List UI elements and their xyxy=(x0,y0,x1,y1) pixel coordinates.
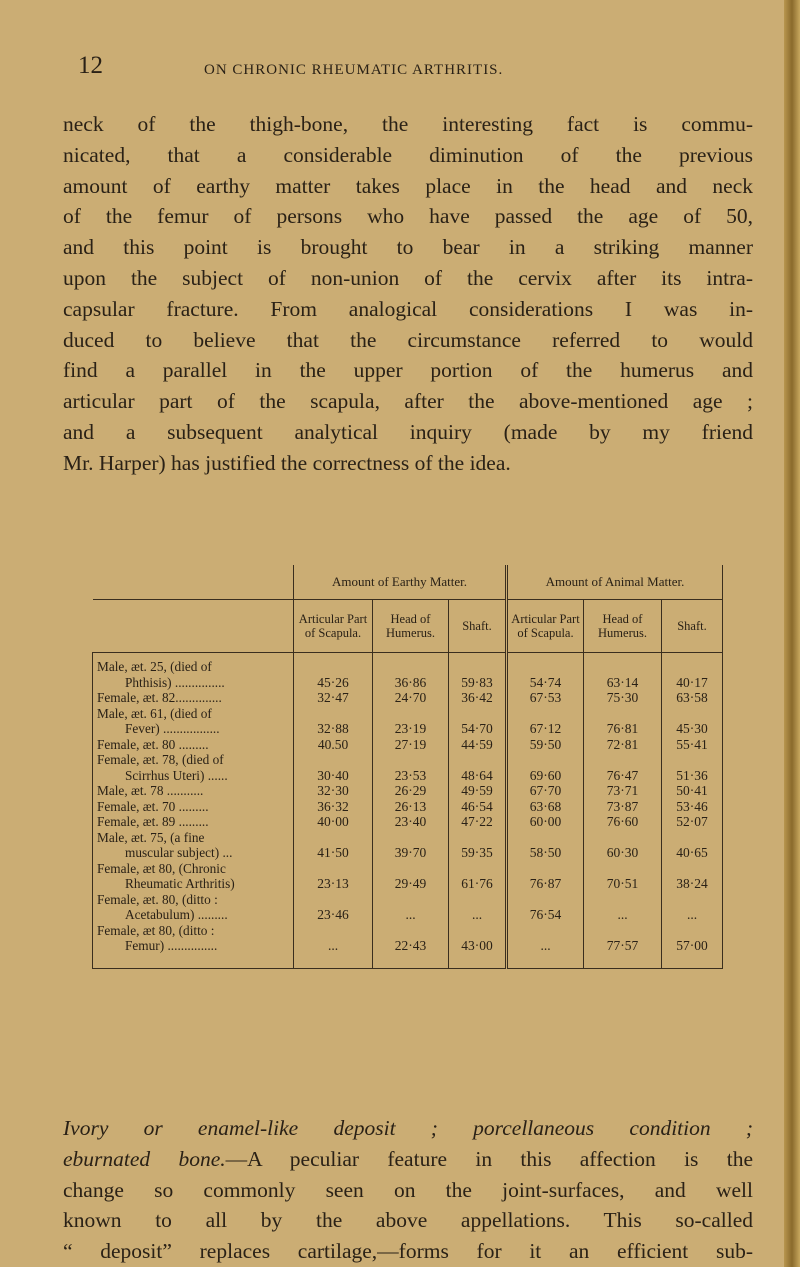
table-cell: 76·60 xyxy=(584,814,662,830)
table-row xyxy=(93,861,723,892)
table-cell: 54·74 xyxy=(507,653,584,691)
row-label xyxy=(93,861,294,892)
table-cell: 40·65 xyxy=(662,830,723,861)
table-row xyxy=(93,923,723,969)
row-label-line: Male, æt. 75, (a fine xyxy=(97,829,205,845)
table-cell: 23·40 xyxy=(373,814,449,830)
table-cell: 61·76 xyxy=(449,861,507,892)
table-cell: 63·58 xyxy=(662,690,723,706)
row-label-line: Female, æt. 78, (died of xyxy=(97,752,224,767)
row-label xyxy=(93,892,294,923)
table-cell: ... xyxy=(373,892,449,923)
table-cell: ... xyxy=(507,923,584,969)
sub-header: Articular Part of Scapula. xyxy=(507,600,584,653)
table-cell: 48·64 xyxy=(449,752,507,783)
row-label xyxy=(93,783,294,799)
table-cell: 27·19 xyxy=(373,737,449,753)
page-header xyxy=(78,52,758,82)
table-cell: 76·81 xyxy=(584,706,662,737)
row-label-line: Fever) ................. xyxy=(125,721,220,736)
table-cell: 54·70 xyxy=(449,706,507,737)
table-cell: 67·53 xyxy=(507,690,584,706)
table-row xyxy=(93,706,723,737)
table-row xyxy=(93,752,723,783)
row-label-line: Female, æt. 89 ......... xyxy=(97,814,209,829)
table-cell: 23·53 xyxy=(373,752,449,783)
text-line: articular part of the scapula, after the above-mentioned age ; xyxy=(63,389,753,414)
table-cell: 70·51 xyxy=(584,861,662,892)
table-cell: 72·81 xyxy=(584,737,662,753)
table-cell: 59·83 xyxy=(449,653,507,691)
text-line: upon the subject of non-union of the cervix after its intra- xyxy=(63,265,753,290)
table-row xyxy=(93,799,723,815)
table-cell: 49·59 xyxy=(449,783,507,799)
group-header-animal: Amount of Animal Matter. xyxy=(507,565,723,600)
row-label-line: Phthisis) ............... xyxy=(125,674,225,690)
table-cell: 52·07 xyxy=(662,814,723,830)
table-cell: 24·70 xyxy=(373,690,449,706)
table-cell: ... xyxy=(449,892,507,923)
table-cell: 45·30 xyxy=(662,706,723,737)
text-line: find a parallel in the upper portion of the humerus and xyxy=(63,358,753,383)
paragraph-intro xyxy=(63,109,753,479)
sub-header: Shaft. xyxy=(662,600,723,653)
table-cell: 51·36 xyxy=(662,752,723,783)
table-row xyxy=(93,653,723,691)
row-label-line: Female, æt. 80 ......... xyxy=(97,736,209,752)
text-line: —A peculiar feature in this affection is the xyxy=(225,1146,753,1171)
table-cell: 40·00 xyxy=(294,814,373,830)
text-line: nicated, that a considerable diminution of the previous xyxy=(63,142,753,167)
text-line: capsular fracture. From analogical considerations I was in- xyxy=(63,296,753,321)
row-label xyxy=(93,799,294,815)
table-cell: 76·54 xyxy=(507,892,584,923)
running-head: ON CHRONIC RHEUMATIC ARTHRITIS. xyxy=(204,62,504,78)
row-label-line: Rheumatic Arthritis) xyxy=(125,876,235,891)
table-row xyxy=(93,737,723,753)
row-label-line: Male, æt. 78 ........... xyxy=(97,783,204,798)
table-cell: 76·47 xyxy=(584,752,662,783)
row-label-line: Scirrhus Uteri) ...... xyxy=(125,767,228,783)
table-cell: ... xyxy=(662,892,723,923)
row-label-line: Female, æt 80, (Chronic xyxy=(97,860,226,876)
table-cell: 41·50 xyxy=(294,830,373,861)
table-cell: 26·13 xyxy=(373,799,449,815)
text-line: neck of the thigh-bone, the interesting fact is commu- xyxy=(63,112,753,136)
row-label xyxy=(93,737,294,753)
table-cell: 76·87 xyxy=(507,861,584,892)
table-row xyxy=(93,892,723,923)
table-cell: 77·57 xyxy=(584,923,662,969)
text-line: duced to believe that the circumstance referred to would xyxy=(63,327,753,352)
text-line: Mr. Harper) has justified the correctness of the idea. xyxy=(63,450,511,475)
row-label-line: Female, æt. 82.............. xyxy=(97,690,222,705)
row-label xyxy=(93,752,294,783)
text-line: known to all by the above appellations. This so-called xyxy=(63,1208,753,1233)
table-cell: 46·54 xyxy=(449,799,507,815)
text-line: and a subsequent analytical inquiry (made by my friend xyxy=(63,419,753,444)
table-cell: 58·50 xyxy=(507,830,584,861)
sub-header: Head of Humerus. xyxy=(373,600,449,653)
table-cell: 59·50 xyxy=(507,737,584,753)
table-cell: ... xyxy=(584,892,662,923)
row-label-line: Female, æt. 70 ......... xyxy=(97,798,209,814)
table-cell: 43·00 xyxy=(449,923,507,969)
row-label-line: Female, æt. 80, (ditto : xyxy=(97,891,218,907)
row-label-line: Acetabulum) ......... xyxy=(125,907,228,922)
table-cell: 40·17 xyxy=(662,653,723,691)
table-cell: ... xyxy=(294,923,373,969)
table-cell: 32·47 xyxy=(294,690,373,706)
table-cell: 63·14 xyxy=(584,653,662,691)
table-cell: 23·13 xyxy=(294,861,373,892)
table-cell: 73·87 xyxy=(584,799,662,815)
section-heading: Ivory or enamel-like deposit ; porcellaneous condition ; xyxy=(63,1116,753,1140)
table-row xyxy=(93,783,723,799)
table-cell: 23·19 xyxy=(373,706,449,737)
table-cell: 75·30 xyxy=(584,690,662,706)
table-cell: 60·00 xyxy=(507,814,584,830)
table-cell: 39·70 xyxy=(373,830,449,861)
group-header-earthy: Amount of Earthy Matter. xyxy=(294,565,507,600)
text-line: of the femur of persons who have passed the age of 50, xyxy=(63,204,753,229)
table-cell: 30·40 xyxy=(294,752,373,783)
table-cell: 59·35 xyxy=(449,830,507,861)
table-cell: 50·41 xyxy=(662,783,723,799)
table-cell: 26·29 xyxy=(373,783,449,799)
table-cell: 36·32 xyxy=(294,799,373,815)
table-cell: 55·41 xyxy=(662,737,723,753)
table-cell: 38·24 xyxy=(662,861,723,892)
paragraph-ivory-deposit xyxy=(63,1113,753,1267)
book-binding-edge xyxy=(784,0,800,1267)
table-cell: 47·22 xyxy=(449,814,507,830)
table-cell: 32·30 xyxy=(294,783,373,799)
text-line: amount of earthy matter takes place in the head and neck xyxy=(63,173,753,198)
sub-header: Shaft. xyxy=(449,600,507,653)
sub-header: Head of Humerus. xyxy=(584,600,662,653)
table-row xyxy=(93,830,723,861)
table-cell: 23·46 xyxy=(294,892,373,923)
row-label xyxy=(93,653,294,691)
section-heading-cont: eburnated bone. xyxy=(63,1146,226,1171)
row-label xyxy=(93,814,294,830)
row-label-line: Female, æt 80, (ditto : xyxy=(97,922,215,938)
page-number: 12 xyxy=(78,52,103,79)
table-cell: 40.50 xyxy=(294,737,373,753)
row-label xyxy=(93,706,294,737)
table-cell: 45·26 xyxy=(294,653,373,691)
table-cell: 67·70 xyxy=(507,783,584,799)
row-label-line: Femur) ............... xyxy=(125,938,218,953)
row-label-line: muscular subject) ... xyxy=(125,845,233,860)
sub-header: Articular Part of Scapula. xyxy=(294,600,373,653)
table-row xyxy=(93,814,723,830)
table-cell: 67·12 xyxy=(507,706,584,737)
text-line: “ deposit” replaces cartilage,—forms for it an efficient sub- xyxy=(63,1239,753,1264)
text-line: and this point is brought to bear in a striking manner xyxy=(63,235,753,260)
row-label xyxy=(93,830,294,861)
table-cell: 32·88 xyxy=(294,706,373,737)
analysis-table xyxy=(92,565,723,969)
table-cell: 22·43 xyxy=(373,923,449,969)
table-cell: 63·68 xyxy=(507,799,584,815)
table-cell: 60·30 xyxy=(584,830,662,861)
row-label xyxy=(93,690,294,706)
row-label xyxy=(93,923,294,969)
row-label-line: Male, æt. 61, (died of xyxy=(97,705,212,721)
table-cell: 69·60 xyxy=(507,752,584,783)
text-line: change so commonly seen on the joint-surfaces, and well xyxy=(63,1177,753,1202)
table-cell: 36·42 xyxy=(449,690,507,706)
table-cell: 29·49 xyxy=(373,861,449,892)
table-cell: 73·71 xyxy=(584,783,662,799)
table-cell: 57·00 xyxy=(662,923,723,969)
table-row xyxy=(93,690,723,706)
table-cell: 53·46 xyxy=(662,799,723,815)
row-label-line: Male, æt. 25, (died of xyxy=(97,659,212,674)
table-cell: 36·86 xyxy=(373,653,449,691)
table-cell: 44·59 xyxy=(449,737,507,753)
